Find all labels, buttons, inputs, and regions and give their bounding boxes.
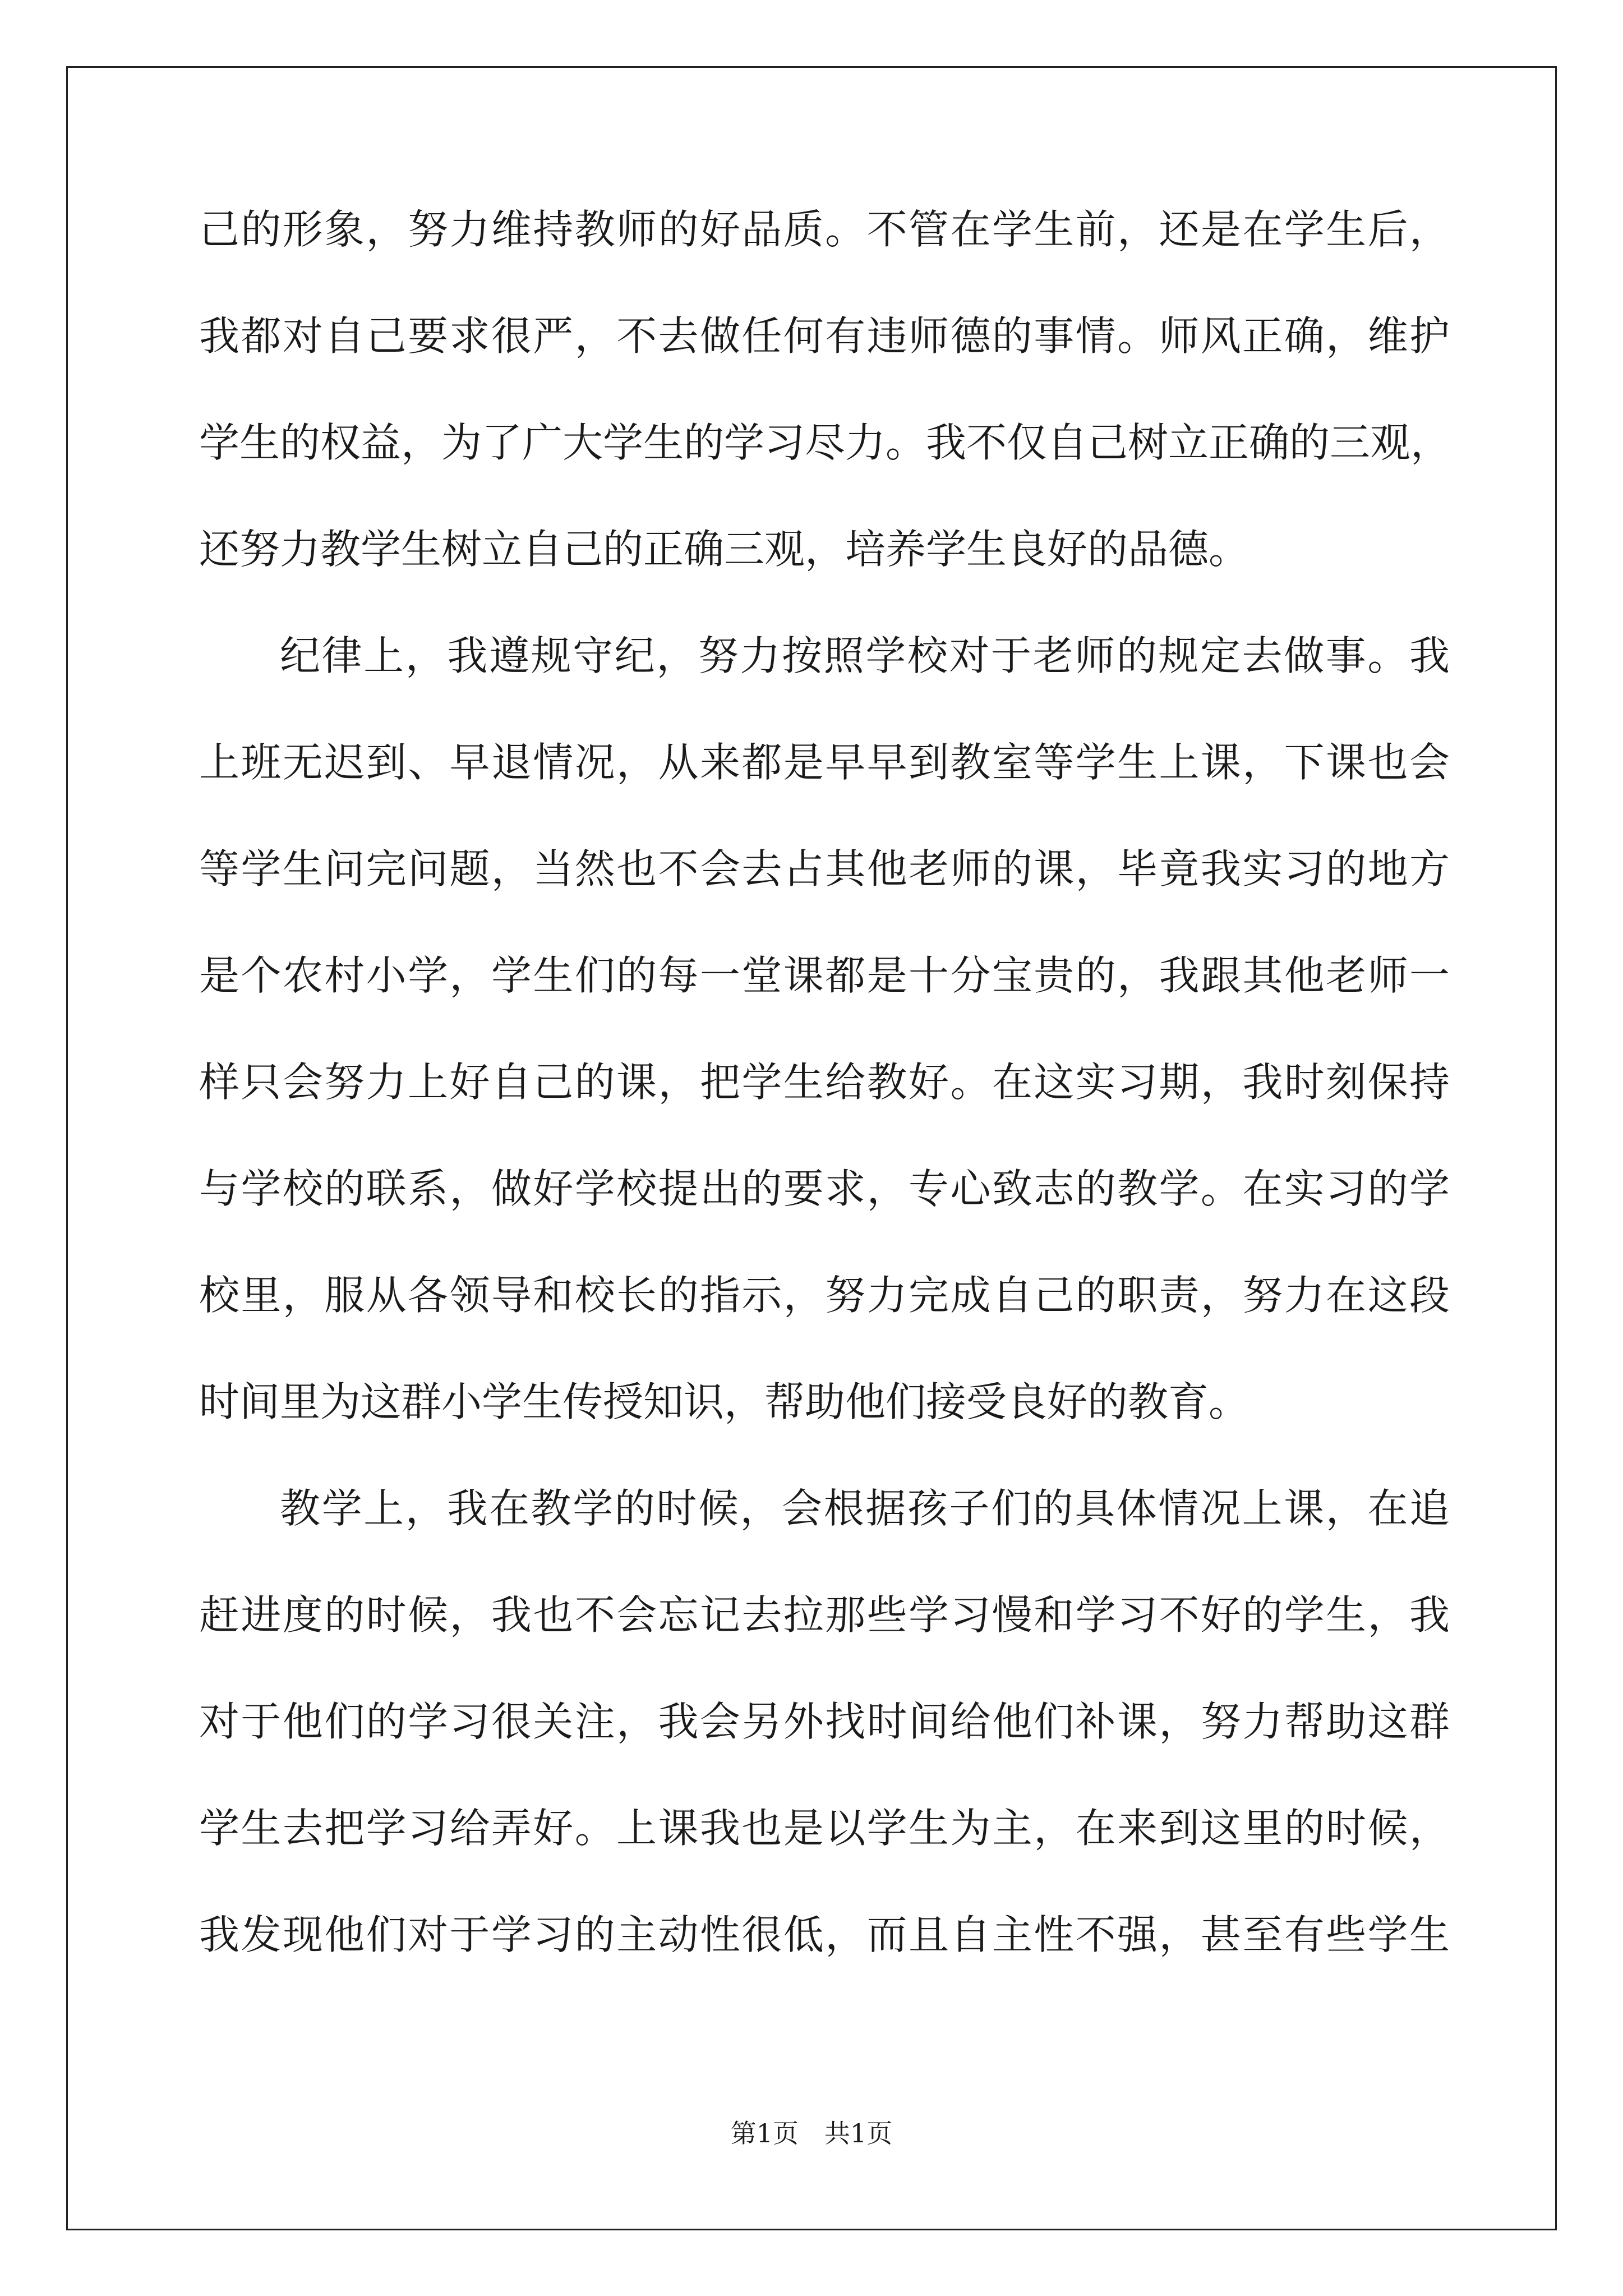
text-line: 校里，服从各领导和校长的指示，努力完成自己的职责，努力在这段 bbox=[199, 1272, 1450, 1319]
text-line: 还努力教学生树立自己的正确三观，培养学生良好的品德。 bbox=[199, 526, 1249, 573]
text-line: 己的形象，努力维持教师的好品质。不管在学生前，还是在学生后， bbox=[199, 206, 1450, 253]
text-line: 时间里为这群小学生传授知识，帮助他们接受良好的教育。 bbox=[199, 1378, 1249, 1425]
text-line: 是个农村小学，学生们的每一堂课都是十分宝贵的，我跟其他老师一 bbox=[199, 952, 1450, 999]
text-line: 与学校的联系，做好学校提出的要求，专心致志的教学。在实习的学 bbox=[199, 1165, 1450, 1212]
text-line: 样只会努力上好自己的课，把学生给教好。在这实习期，我时刻保持 bbox=[199, 1059, 1450, 1106]
text-line: 对于他们的学习很关注，我会另外找时间给他们补课，努力帮助这群 bbox=[199, 1698, 1450, 1745]
text-line: 我都对自己要求很严，不去做任何有违师德的事情。师风正确，维护 bbox=[199, 312, 1450, 360]
text-line: 赶进度的时候，我也不会忘记去拉那些学习慢和学习不好的学生，我 bbox=[199, 1591, 1450, 1639]
page-number-footer: 第1页 共1页 bbox=[730, 2118, 893, 2148]
paragraph-first-line: 教学上，我在教学的时候，会根据孩子们的具体情况上课，在追 bbox=[280, 1485, 1450, 1532]
text-line: 学生去把学习给弄好。上课我也是以学生为主，在来到这里的时候， bbox=[199, 1805, 1450, 1852]
text-line: 等学生问完问题，当然也不会去占其他老师的课，毕竟我实习的地方 bbox=[199, 845, 1450, 892]
text-line: 学生的权益，为了广大学生的学习尽力。我不仅自己树立正确的三观， bbox=[199, 419, 1451, 466]
text-line: 我发现他们对于学习的主动性很低，而且自主性不强，甚至有些学生 bbox=[199, 1911, 1450, 1958]
text-line: 上班无迟到、早退情况，从来都是早早到教室等学生上课，下课也会 bbox=[199, 739, 1450, 786]
document-body bbox=[199, 206, 1451, 2021]
paragraph-first-line: 纪律上，我遵规守纪，努力按照学校对于老师的规定去做事。我 bbox=[280, 632, 1450, 679]
